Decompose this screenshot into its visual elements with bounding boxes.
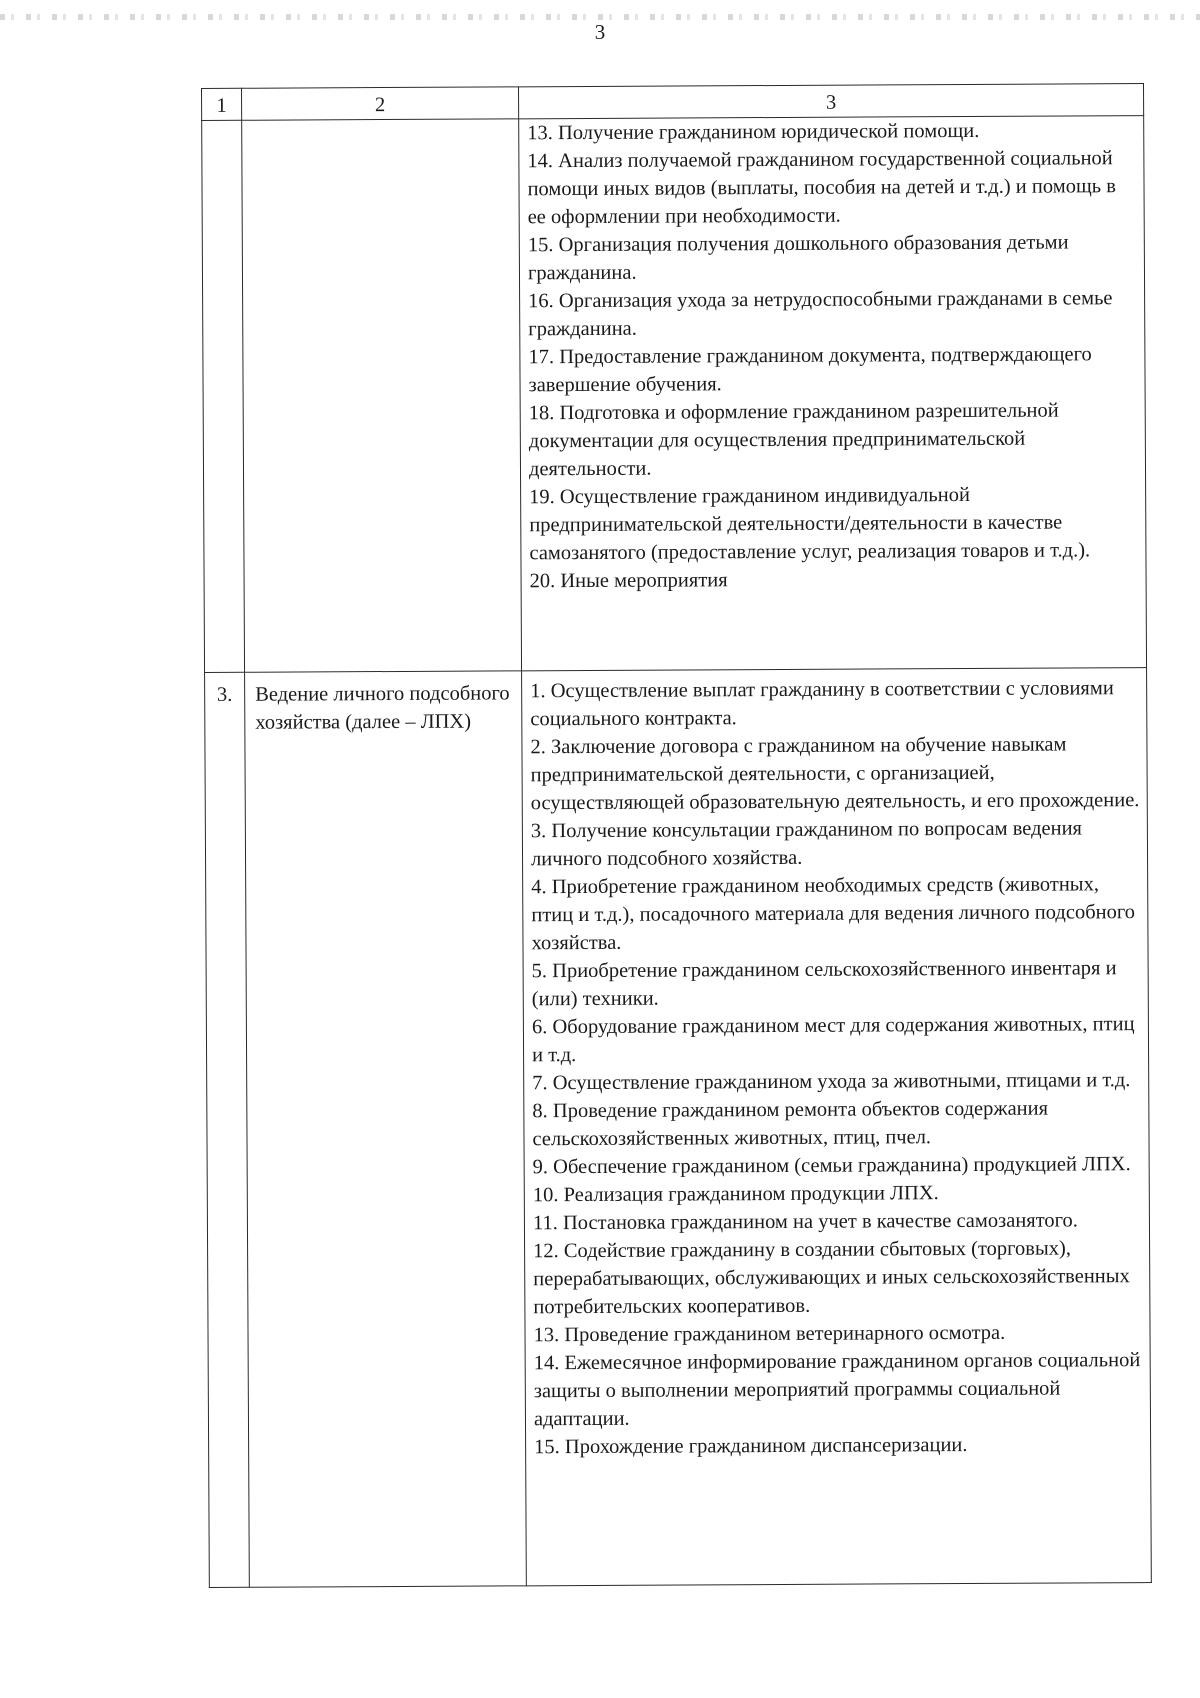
measures-table-frame (201, 83, 1151, 1586)
table-row (205, 668, 1152, 1588)
table-header-row (202, 84, 1144, 121)
measure-item: 11. Постановка гражданином на учет в качестве самозанятого. (532, 1209, 1078, 1235)
header-col-3: 3 (518, 84, 1143, 119)
measure-item: 14. Анализ получаемой гражданином государственной социальной помощи иных видов (выплаты, пособия на детей и т.д.) и помощь в ее оформлении при необходимости. (527, 147, 1116, 229)
measure-item: 7. Осуществление гражданином ухода за животными, птицами и т.д. (532, 1069, 1131, 1095)
table-row (202, 116, 1147, 673)
row-measures (519, 116, 1147, 671)
row-direction-name (242, 119, 522, 672)
measure-item: 16. Организация ухода за нетрудоспособными гражданами в семье гражданина. (528, 287, 1113, 341)
measure-item: 12. Содействие гражданину в создании сбытовых (торговых), перерабатывающих, обслуживающих и иных сельскохозяйственных потребительских кооперативов. (533, 1237, 1130, 1319)
measure-item: 15. Прохождение гражданином диспансеризации. (534, 1434, 968, 1459)
measure-item: 6. Оборудование гражданином мест для содержания животных, птиц и т.д. (531, 1013, 1135, 1067)
row-measures (522, 668, 1152, 1586)
measure-item: 5. Приобретение гражданином сельскохозяйственного инвентаря и (или) техники. (531, 957, 1117, 1011)
measure-item: 15. Организация получения дошкольного образования детьми гражданина. (527, 231, 1069, 285)
measure-item: 8. Проведение гражданином ремонта объектов содержания сельскохозяйственных животных, птиц, пчел. (532, 1097, 1049, 1151)
measure-item: 20. Иные мероприятия (529, 569, 728, 593)
measure-item: 4. Приобретение гражданином необходимых средств (животных, птиц и т.д.), посадочного материала для ведения личного подсобного хозяйства. (531, 873, 1136, 955)
measure-item: 9. Обеспечение гражданином (семьи гражданина) продукцией ЛПХ. (532, 1153, 1131, 1179)
row-direction-name: Ведение личного подсобного хозяйства (далее – ЛПХ) (245, 671, 527, 1587)
measure-item: 13. Получение гражданином юридической помощи. (527, 119, 980, 145)
page-number: 3 (594, 20, 606, 44)
measure-item: 10. Реализация гражданином продукции ЛПХ. (532, 1182, 939, 1207)
measure-item: 2. Заключение договора с гражданином на обучение навыкам предпринимательской деятельности, с организацией, осуществляющей образовательную деятельность, и его прохождение. (530, 733, 1140, 815)
header-col-2: 2 (242, 87, 519, 120)
measure-item: 1. Осуществление выплат гражданину в соответствии с условиями социального контракта. (530, 677, 1114, 731)
row-number (202, 120, 245, 672)
measure-item: 18. Подготовка и оформление гражданином разрешительной документации для осуществления предпринимательской деятельности. (528, 399, 1059, 481)
measure-item: 19. Осуществление гражданином индивидуальной предпринимательской деятельности/деятельности в качестве самозанятого (предоставление услуг, реализация товаров и т.д.). (529, 483, 1091, 565)
row-number: 3. (205, 672, 250, 1587)
measure-item: 3. Получение консультации гражданином по вопросам ведения личного подсобного хозяйства. (530, 817, 1083, 871)
measure-item: 14. Ежемесячное информирование гражданином органов социальной защиты о выполнении мероприятий программы социальной адаптации. (533, 1349, 1141, 1431)
header-col-1: 1 (202, 88, 242, 120)
measure-item: 13. Проведение гражданином ветеринарного осмотра. (533, 1321, 1006, 1347)
measures-table (201, 83, 1152, 1588)
measure-item: 17. Предоставление гражданином документа, подтверждающего завершение обучения. (528, 343, 1092, 397)
